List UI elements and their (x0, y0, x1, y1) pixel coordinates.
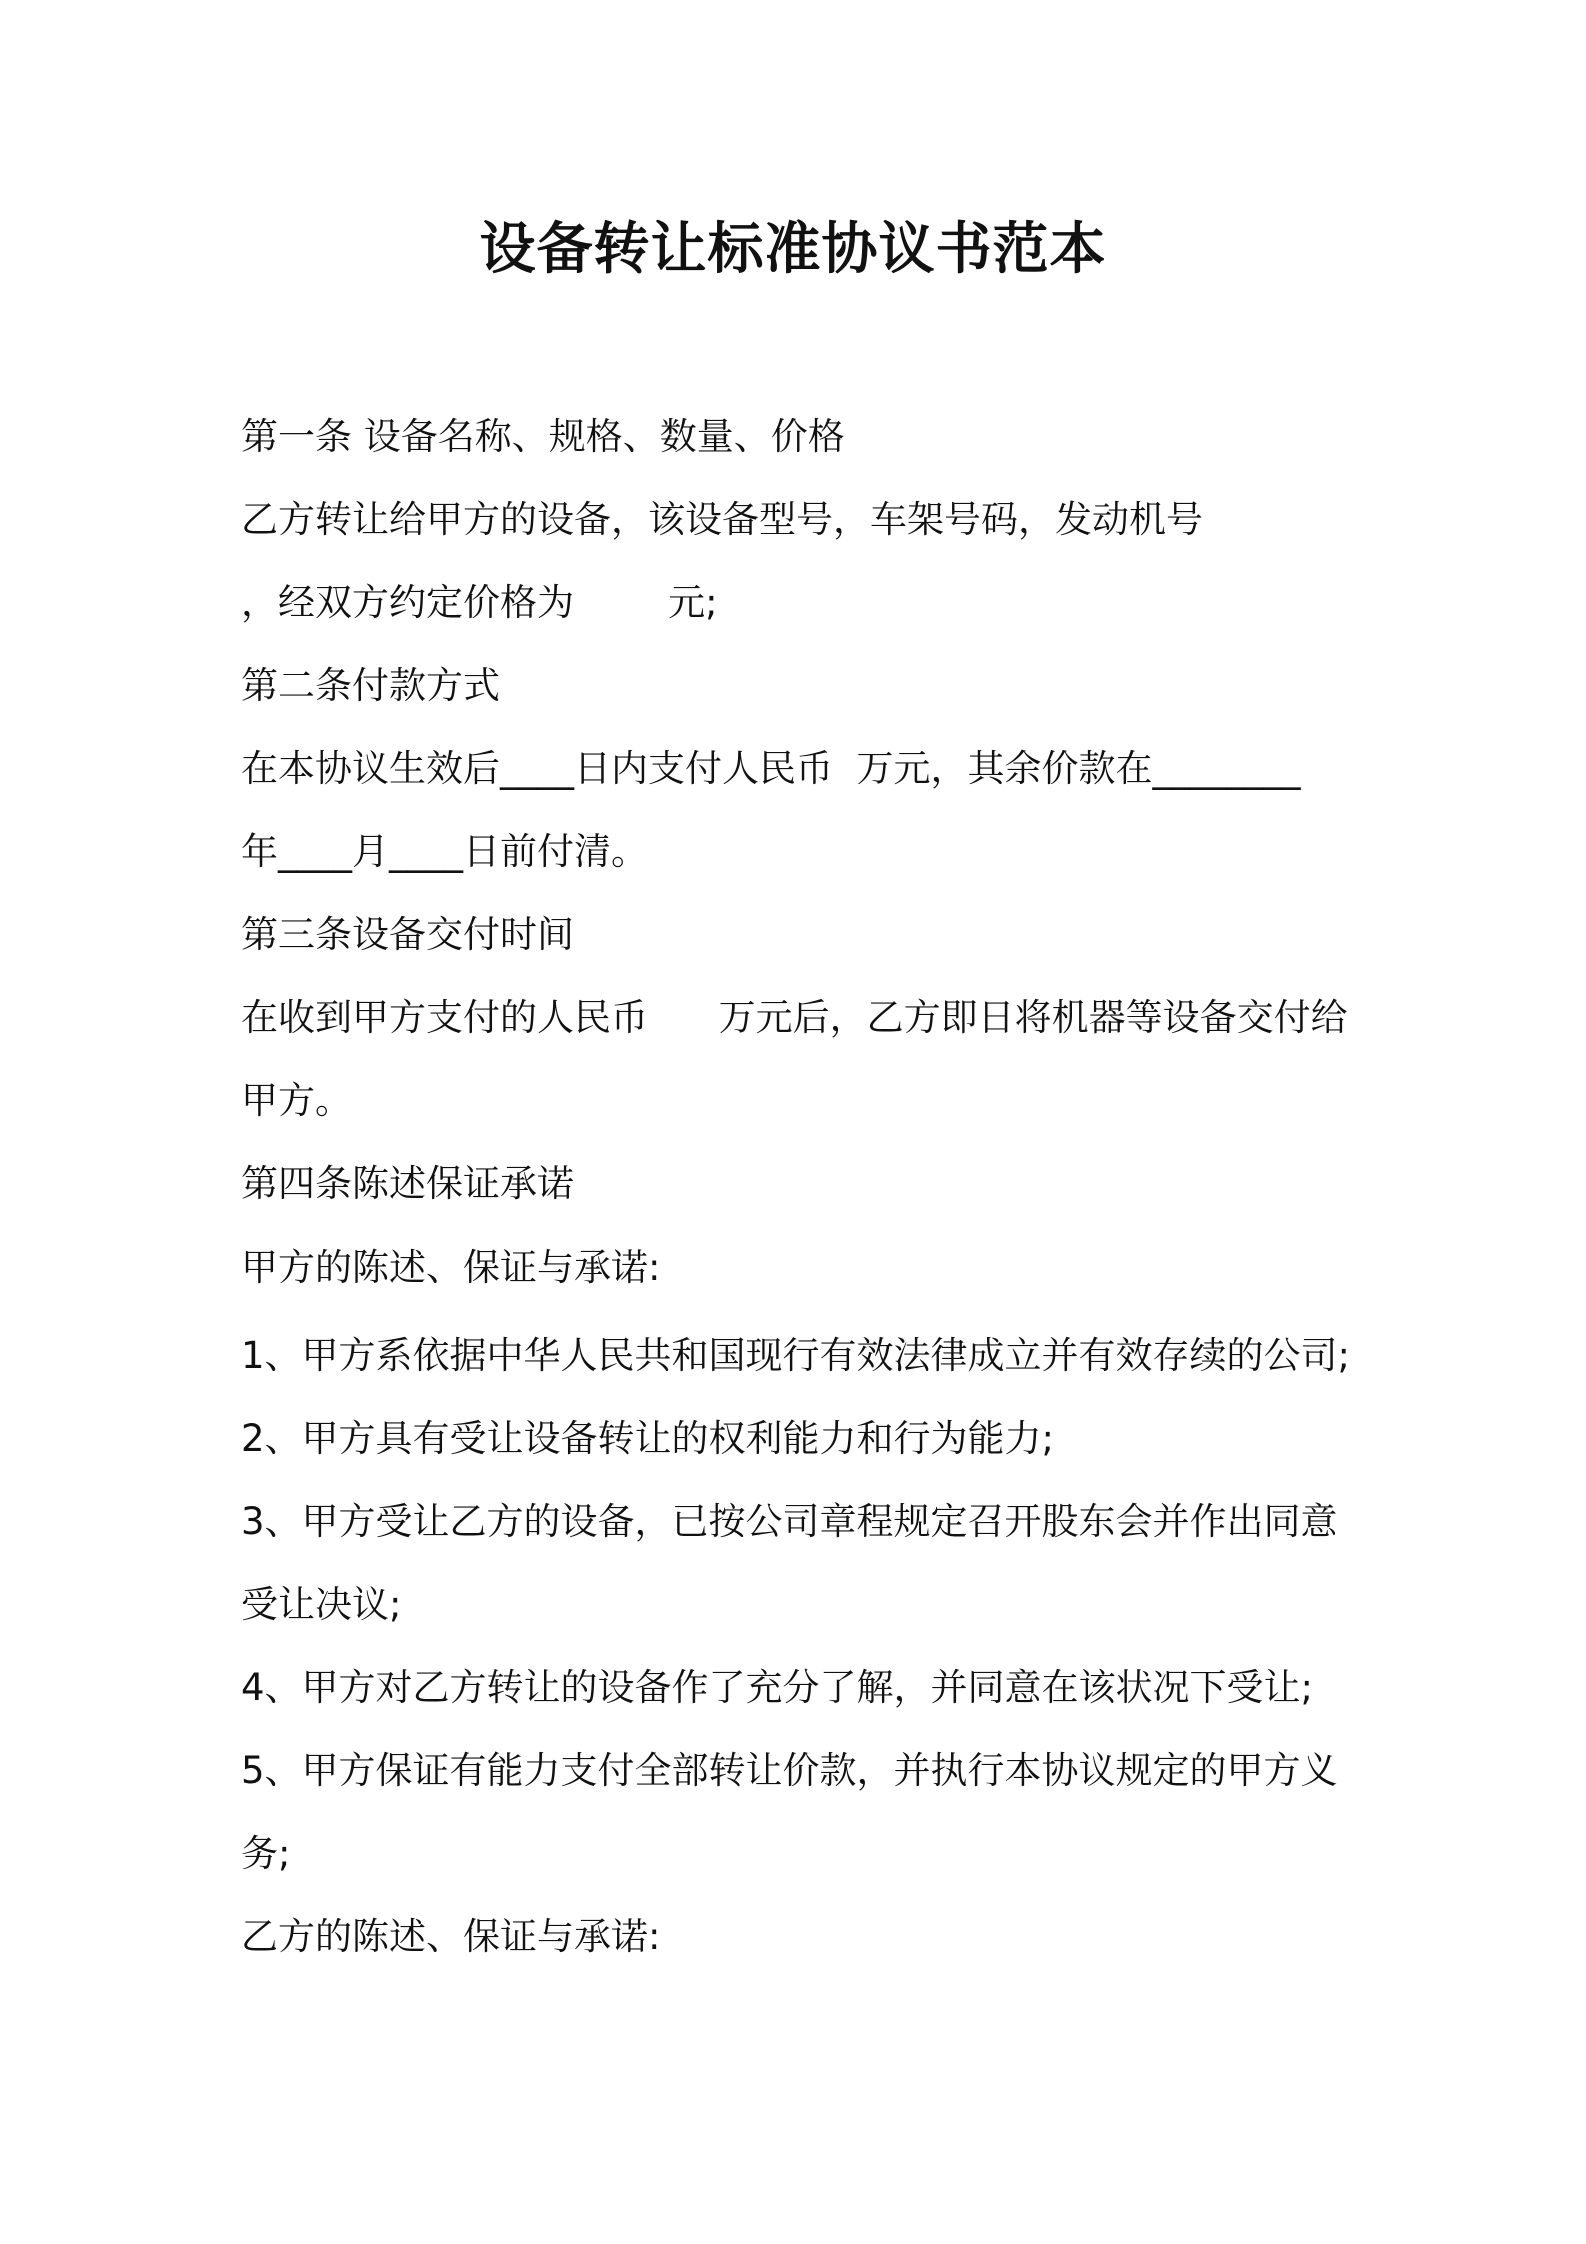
article-4-heading: 第四条陈述保证承诺 (241, 1162, 574, 1205)
list-item-continuation: 受让决议; (241, 1583, 402, 1626)
list-item: 3、甲方受让乙方的设备，已按公司章程规定召开股东会并作出同意 (241, 1500, 1338, 1543)
document-title: 设备转让标准协议书范本 (479, 217, 1107, 282)
article-1-heading: 第一条 设备名称、规格、数量、价格 (241, 415, 845, 458)
body-line: 在本协议生效后____日内支付人民币 万元，其余价款在________ (241, 747, 1301, 790)
party-a-heading: 甲方的陈述、保证与承诺: (241, 1246, 661, 1289)
list-item: 5、甲方保证有能力支付全部转让价款，并执行本协议规定的甲方义 (241, 1749, 1338, 1792)
article-2-heading: 第二条付款方式 (241, 664, 500, 707)
list-item: 1、甲方系依据中华人民共和国现行有效法律成立并有效存续的公司; (241, 1334, 1351, 1377)
body-line: 乙方转让给甲方的设备，该设备型号，车架号码，发动机号 (241, 498, 1203, 541)
body-line: 在收到甲方支付的人民币 万元后，乙方即日将机器等设备交付给 (241, 996, 1348, 1039)
body-line: ，经双方约定价格为 元; (241, 581, 718, 624)
list-item-continuation: 务; (241, 1832, 291, 1875)
list-item: 4、甲方对乙方转让的设备作了充分了解，并同意在该状况下受让; (241, 1666, 1314, 1709)
body-line: 甲方。 (241, 1079, 352, 1122)
body-line: 年____月____日前付清。 (241, 830, 648, 873)
party-b-heading: 乙方的陈述、保证与承诺: (241, 1915, 661, 1958)
article-3-heading: 第三条设备交付时间 (241, 913, 574, 956)
list-item: 2、甲方具有受让设备转让的权利能力和行为能力; (241, 1417, 1055, 1460)
